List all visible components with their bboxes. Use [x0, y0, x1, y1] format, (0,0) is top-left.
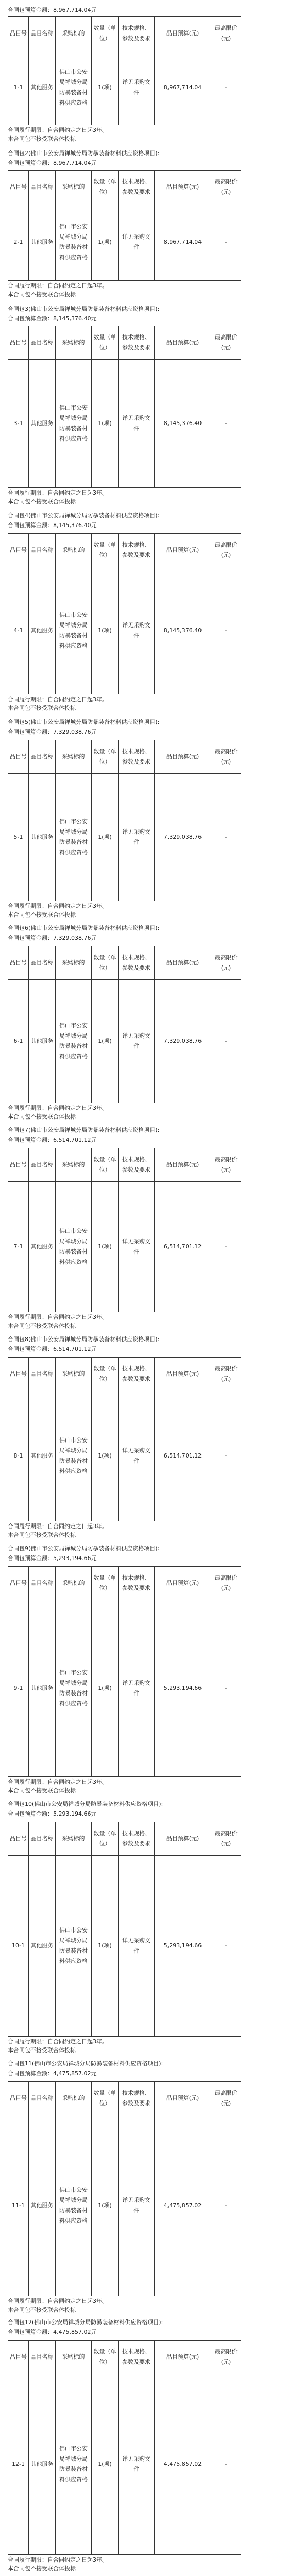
cell-target: 佛山市公安局禅城分局防暴装备材料供应资格 [56, 1856, 92, 2037]
package-title: 合同包10(佛山市公安局禅城分局防暴装备材料供应资格项目): [8, 1801, 163, 1807]
contract-period: 合同履行期限：自合同约定之日起3年。 [8, 2038, 108, 2045]
package-title: 合同包7(佛山市公安局禅城分局防暴装备材料供应资格项目): [8, 1127, 160, 1133]
cell-budget: 8,967,714.04 [155, 50, 211, 125]
contract-period: 合同履行期限：自合同约定之日起3年。 [8, 2556, 108, 2563]
contract-period: 合同履行期限：自合同约定之日起3年。 [8, 696, 108, 703]
cell-item-no: 2-1 [8, 204, 29, 281]
header-budget: 品目预算(元) [155, 2341, 211, 2374]
package-title: 合同包12(佛山市公安局禅城分局防暴装备材料供应资格项目): [8, 2319, 163, 2326]
cell-item-no: 5-1 [8, 774, 29, 901]
header-budget: 品目预算(元) [155, 946, 211, 980]
package-title: 合同包8(佛山市公安局禅城分局防暴装备材料供应资格项目): [8, 1336, 160, 1343]
header-quantity: 数量（单位） [92, 1822, 119, 1856]
header-item-name: 品目名称 [29, 1148, 56, 1182]
contract-period: 合同履行期限：自合同约定之日起3年。 [8, 1523, 108, 1530]
header-budget: 品目预算(元) [155, 1358, 211, 1391]
cell-price-cap: - [211, 360, 241, 488]
header-price-cap: 最高限价(元) [211, 1822, 241, 1856]
cell-price-cap: - [211, 1182, 241, 1312]
package-title: 合同包5(佛山市公安局禅城分局防暴装备材料供应资格项目): [8, 719, 160, 725]
header-quantity: 数量（单位） [92, 2341, 119, 2374]
cell-price-cap: - [211, 2374, 241, 2555]
header-quantity: 数量（单位） [92, 1148, 119, 1182]
header-quantity: 数量（单位） [92, 946, 119, 980]
header-budget: 品目预算(元) [155, 1822, 211, 1856]
cell-item-name: 其他服务 [29, 204, 56, 281]
cell-target: 佛山市公安局禅城分局防暴装备材料供应资格 [56, 360, 92, 488]
contract-period: 合同履行期限：自合同约定之日起3年。 [8, 127, 108, 133]
header-target: 采购标的 [56, 326, 92, 360]
header-price-cap: 最高限价(元) [211, 1358, 241, 1391]
cell-item-no: 10-1 [8, 1856, 29, 2037]
header-target: 采购标的 [56, 17, 92, 50]
cell-budget: 7,329,038.76 [155, 774, 211, 901]
cell-item-no: 1-1 [8, 50, 29, 125]
cell-budget: 6,514,701.12 [155, 1391, 211, 1521]
header-item-no: 品目号 [8, 2082, 29, 2115]
header-item-name: 品目名称 [29, 2082, 56, 2115]
header-price-cap: 最高限价(元) [211, 740, 241, 774]
contract-period: 合同履行期限：自合同约定之日起3年。 [8, 2298, 108, 2304]
header-budget: 品目预算(元) [155, 1148, 211, 1182]
table-row [8, 774, 241, 901]
table-header-row [8, 1148, 241, 1182]
cell-target: 佛山市公安局禅城分局防暴装备材料供应资格 [56, 1600, 92, 1777]
header-price-cap: 最高限价(元) [211, 17, 241, 50]
header-item-name: 品目名称 [29, 17, 56, 50]
cell-item-name: 其他服务 [29, 980, 56, 1103]
header-budget: 品目预算(元) [155, 326, 211, 360]
cell-quantity: 1(项) [92, 1856, 119, 2037]
header-target: 采购标的 [56, 1567, 92, 1600]
consortium-note: 本合同包不接受联合体投标 [8, 911, 76, 918]
consortium-note: 本合同包不接受联合体投标 [8, 705, 76, 711]
package-budget: 合同包预算金额：5,293,194.66元 [8, 1810, 97, 1817]
cell-item-no: 3-1 [8, 360, 29, 488]
header-spec: 技术规格、参数及要求 [119, 17, 155, 50]
header-target: 采购标的 [56, 2341, 92, 2374]
header-item-no: 品目号 [8, 326, 29, 360]
header-budget: 品目预算(元) [155, 2082, 211, 2115]
header-spec: 技术规格、参数及要求 [119, 1567, 155, 1600]
header-quantity: 数量（单位） [92, 17, 119, 50]
header-quantity: 数量（单位） [92, 2082, 119, 2115]
cell-spec: 详见采购文件 [119, 204, 155, 281]
package-title: 合同包4(佛山市公安局禅城分局防暴装备材料供应资格项目): [8, 512, 160, 519]
header-item-no: 品目号 [8, 740, 29, 774]
contract-period: 合同履行期限：自合同约定之日起3年。 [8, 489, 108, 496]
header-target: 采购标的 [56, 740, 92, 774]
consortium-note: 本合同包不接受联合体投标 [8, 135, 76, 142]
package-budget: 合同包预算金额：4,475,857.02元 [8, 2329, 97, 2335]
cell-price-cap: - [211, 980, 241, 1103]
contract-period: 合同履行期限：自合同约定之日起3年。 [8, 1314, 108, 1320]
cell-budget: 5,293,194.66 [155, 1600, 211, 1777]
header-spec: 技术规格、参数及要求 [119, 946, 155, 980]
cell-spec: 详见采购文件 [119, 1182, 155, 1312]
package-table [8, 2340, 241, 2555]
cell-budget: 6,514,701.12 [155, 1182, 211, 1312]
header-target: 采购标的 [56, 1148, 92, 1182]
package-table [8, 1357, 241, 1521]
package-title: 合同包2(佛山市公安局禅城分局防暴装备材料供应资格项目): [8, 150, 160, 157]
cell-item-name: 其他服务 [29, 1391, 56, 1521]
cell-item-name: 其他服务 [29, 774, 56, 901]
header-spec: 技术规格、参数及要求 [119, 1148, 155, 1182]
header-quantity: 数量（单位） [92, 534, 119, 567]
package-table [8, 1148, 241, 1312]
package-table [8, 533, 241, 694]
table-row [8, 1391, 241, 1521]
cell-quantity: 1(项) [92, 774, 119, 901]
table-header-row [8, 534, 241, 567]
cell-quantity: 1(项) [92, 204, 119, 281]
cell-quantity: 1(项) [92, 1391, 119, 1521]
package-budget: 合同包预算金额：6,514,701.12元 [8, 1137, 97, 1143]
table-row [8, 1600, 241, 1777]
table-row [8, 980, 241, 1103]
table-header-row [8, 946, 241, 980]
cell-target: 佛山市公安局禅城分局防暴装备材料供应资格 [56, 980, 92, 1103]
cell-price-cap: - [211, 774, 241, 901]
package-table [8, 946, 241, 1103]
package-budget: 合同包预算金额：8,967,714.04元 [8, 160, 97, 166]
package-table [8, 1822, 241, 2037]
cell-item-name: 其他服务 [29, 2115, 56, 2296]
header-price-cap: 最高限价(元) [211, 326, 241, 360]
package-title: 合同包6(佛山市公安局禅城分局防暴装备材料供应资格项目): [8, 925, 160, 931]
cell-target: 佛山市公安局禅城分局防暴装备材料供应资格 [56, 2374, 92, 2555]
header-item-no: 品目号 [8, 1822, 29, 1856]
table-row [8, 50, 241, 125]
header-item-no: 品目号 [8, 17, 29, 50]
cell-target: 佛山市公安局禅城分局防暴装备材料供应资格 [56, 567, 92, 694]
cell-spec: 详见采购文件 [119, 1856, 155, 2037]
table-row [8, 204, 241, 281]
package-budget: 合同包预算金额：8,145,376.40元 [8, 315, 97, 322]
header-spec: 技术规格、参数及要求 [119, 171, 155, 204]
consortium-note: 本合同包不接受联合体投标 [8, 1323, 76, 1329]
cell-price-cap: - [211, 1600, 241, 1777]
header-spec: 技术规格、参数及要求 [119, 740, 155, 774]
package-table [8, 2081, 241, 2296]
header-item-name: 品目名称 [29, 326, 56, 360]
header-price-cap: 最高限价(元) [211, 2341, 241, 2374]
contract-period: 合同履行期限：自合同约定之日起3年。 [8, 1105, 108, 1111]
cell-spec: 详见采购文件 [119, 980, 155, 1103]
header-target: 采购标的 [56, 1822, 92, 1856]
package-budget: 合同包预算金额：8,967,714.04元 [8, 7, 97, 13]
cell-budget: 7,329,038.76 [155, 980, 211, 1103]
header-budget: 品目预算(元) [155, 534, 211, 567]
header-price-cap: 最高限价(元) [211, 946, 241, 980]
header-item-no: 品目号 [8, 946, 29, 980]
header-item-no: 品目号 [8, 171, 29, 204]
table-row [8, 2115, 241, 2296]
cell-budget: 8,967,714.04 [155, 204, 211, 281]
contract-period: 合同履行期限：自合同约定之日起3年。 [8, 282, 108, 289]
consortium-note: 本合同包不接受联合体投标 [8, 1787, 76, 1794]
cell-target: 佛山市公安局禅城分局防暴装备材料供应资格 [56, 1182, 92, 1312]
cell-item-no: 6-1 [8, 980, 29, 1103]
cell-quantity: 1(项) [92, 1600, 119, 1777]
header-target: 采购标的 [56, 1358, 92, 1391]
contract-period: 合同履行期限：自合同约定之日起3年。 [8, 1778, 108, 1785]
cell-budget: 4,475,857.02 [155, 2115, 211, 2296]
header-budget: 品目预算(元) [155, 171, 211, 204]
cell-target: 佛山市公安局禅城分局防暴装备材料供应资格 [56, 204, 92, 281]
cell-price-cap: - [211, 567, 241, 694]
table-row [8, 2374, 241, 2555]
cell-budget: 8,145,376.40 [155, 360, 211, 488]
cell-spec: 详见采购文件 [119, 1600, 155, 1777]
package-budget: 合同包预算金额：6,514,701.12元 [8, 1346, 97, 1352]
table-header-row [8, 2341, 241, 2374]
package-budget: 合同包预算金额：7,329,038.76元 [8, 728, 97, 735]
table-header-row [8, 1358, 241, 1391]
table-header-row [8, 740, 241, 774]
consortium-note: 本合同包不接受联合体投标 [8, 2307, 76, 2313]
cell-price-cap: - [211, 1391, 241, 1521]
header-budget: 品目预算(元) [155, 17, 211, 50]
table-row [8, 1856, 241, 2037]
cell-item-name: 其他服务 [29, 567, 56, 694]
header-price-cap: 最高限价(元) [211, 1148, 241, 1182]
cell-target: 佛山市公安局禅城分局防暴装备材料供应资格 [56, 2115, 92, 2296]
header-quantity: 数量（单位） [92, 171, 119, 204]
cell-target: 佛山市公安局禅城分局防暴装备材料供应资格 [56, 774, 92, 901]
header-price-cap: 最高限价(元) [211, 171, 241, 204]
table-header-row [8, 2082, 241, 2115]
cell-quantity: 1(项) [92, 980, 119, 1103]
cell-price-cap: - [211, 2115, 241, 2296]
cell-item-no: 7-1 [8, 1182, 29, 1312]
package-title: 合同包9(佛山市公安局禅城分局防暴装备材料供应资格项目): [8, 1545, 160, 1552]
consortium-note: 本合同包不接受联合体投标 [8, 291, 76, 298]
consortium-note: 本合同包不接受联合体投标 [8, 1532, 76, 1538]
header-item-no: 品目号 [8, 534, 29, 567]
package-table [8, 326, 241, 488]
table-row [8, 360, 241, 488]
cell-price-cap: - [211, 50, 241, 125]
cell-item-no: 8-1 [8, 1391, 29, 1521]
header-quantity: 数量（单位） [92, 1358, 119, 1391]
cell-spec: 详见采购文件 [119, 774, 155, 901]
cell-spec: 详见采购文件 [119, 2374, 155, 2555]
header-item-no: 品目号 [8, 1358, 29, 1391]
cell-spec: 详见采购文件 [119, 1391, 155, 1521]
cell-quantity: 1(项) [92, 567, 119, 694]
table-header-row [8, 171, 241, 204]
table-row [8, 567, 241, 694]
cell-quantity: 1(项) [92, 2115, 119, 2296]
cell-target: 佛山市公安局禅城分局防暴装备材料供应资格 [56, 1391, 92, 1521]
package-table [8, 170, 241, 281]
header-item-name: 品目名称 [29, 2341, 56, 2374]
cell-quantity: 1(项) [92, 50, 119, 125]
header-item-name: 品目名称 [29, 534, 56, 567]
package-table [8, 740, 241, 901]
cell-spec: 详见采购文件 [119, 360, 155, 488]
table-header-row [8, 1567, 241, 1600]
header-price-cap: 最高限价(元) [211, 2082, 241, 2115]
cell-price-cap: - [211, 204, 241, 281]
cell-item-name: 其他服务 [29, 50, 56, 125]
cell-quantity: 1(项) [92, 360, 119, 488]
header-item-name: 品目名称 [29, 1358, 56, 1391]
cell-spec: 详见采购文件 [119, 567, 155, 694]
cell-budget: 8,145,376.40 [155, 567, 211, 694]
cell-item-name: 其他服务 [29, 360, 56, 488]
header-item-name: 品目名称 [29, 740, 56, 774]
package-budget: 合同包预算金额：5,293,194.66元 [8, 1555, 97, 1562]
header-spec: 技术规格、参数及要求 [119, 534, 155, 567]
header-item-name: 品目名称 [29, 171, 56, 204]
header-item-name: 品目名称 [29, 946, 56, 980]
header-item-name: 品目名称 [29, 1822, 56, 1856]
cell-item-name: 其他服务 [29, 1856, 56, 2037]
header-quantity: 数量（单位） [92, 1567, 119, 1600]
header-spec: 技术规格、参数及要求 [119, 326, 155, 360]
table-header-row [8, 17, 241, 50]
package-budget: 合同包预算金额：7,329,038.76元 [8, 935, 97, 941]
header-target: 采购标的 [56, 946, 92, 980]
header-budget: 品目预算(元) [155, 1567, 211, 1600]
header-item-no: 品目号 [8, 1148, 29, 1182]
header-target: 采购标的 [56, 2082, 92, 2115]
package-table [8, 1566, 241, 1777]
header-budget: 品目预算(元) [155, 740, 211, 774]
cell-item-no: 11-1 [8, 2115, 29, 2296]
package-title: 合同包3(佛山市公安局禅城分局防暴装备材料供应资格项目): [8, 306, 160, 312]
header-price-cap: 最高限价(元) [211, 534, 241, 567]
header-quantity: 数量（单位） [92, 326, 119, 360]
header-item-no: 品目号 [8, 2341, 29, 2374]
cell-item-no: 9-1 [8, 1600, 29, 1777]
header-spec: 技术规格、参数及要求 [119, 2341, 155, 2374]
cell-budget: 4,475,857.02 [155, 2374, 211, 2555]
contract-period: 合同履行期限：自合同约定之日起3年。 [8, 903, 108, 909]
header-item-no: 品目号 [8, 1567, 29, 1600]
table-header-row [8, 1822, 241, 1856]
package-table [8, 16, 241, 125]
header-target: 采购标的 [56, 534, 92, 567]
package-budget: 合同包预算金额：4,475,857.02元 [8, 2070, 97, 2077]
cell-item-name: 其他服务 [29, 1182, 56, 1312]
cell-item-no: 12-1 [8, 2374, 29, 2555]
header-spec: 技术规格、参数及要求 [119, 2082, 155, 2115]
cell-item-name: 其他服务 [29, 2374, 56, 2555]
cell-item-name: 其他服务 [29, 1600, 56, 1777]
cell-budget: 5,293,194.66 [155, 1856, 211, 2037]
cell-spec: 详见采购文件 [119, 50, 155, 125]
consortium-note: 本合同包不接受联合体投标 [8, 2047, 76, 2054]
cell-spec: 详见采购文件 [119, 2115, 155, 2296]
consortium-note: 本合同包不接受联合体投标 [8, 498, 76, 505]
cell-item-no: 4-1 [8, 567, 29, 694]
cell-target: 佛山市公安局禅城分局防暴装备材料供应资格 [56, 50, 92, 125]
header-spec: 技术规格、参数及要求 [119, 1822, 155, 1856]
consortium-note: 本合同包不接受联合体投标 [8, 1113, 76, 1120]
consortium-note: 本合同包不接受联合体投标 [8, 2565, 76, 2572]
header-quantity: 数量（单位） [92, 740, 119, 774]
header-target: 采购标的 [56, 171, 92, 204]
cell-price-cap: - [211, 1856, 241, 2037]
package-title: 合同包11(佛山市公安局禅城分局防暴装备材料供应资格项目): [8, 2060, 163, 2067]
cell-quantity: 1(项) [92, 2374, 119, 2555]
table-header-row [8, 326, 241, 360]
package-budget: 合同包预算金额：8,145,376.40元 [8, 522, 97, 529]
header-price-cap: 最高限价(元) [211, 1567, 241, 1600]
cell-quantity: 1(项) [92, 1182, 119, 1312]
header-item-name: 品目名称 [29, 1567, 56, 1600]
header-spec: 技术规格、参数及要求 [119, 1358, 155, 1391]
table-row [8, 1182, 241, 1312]
